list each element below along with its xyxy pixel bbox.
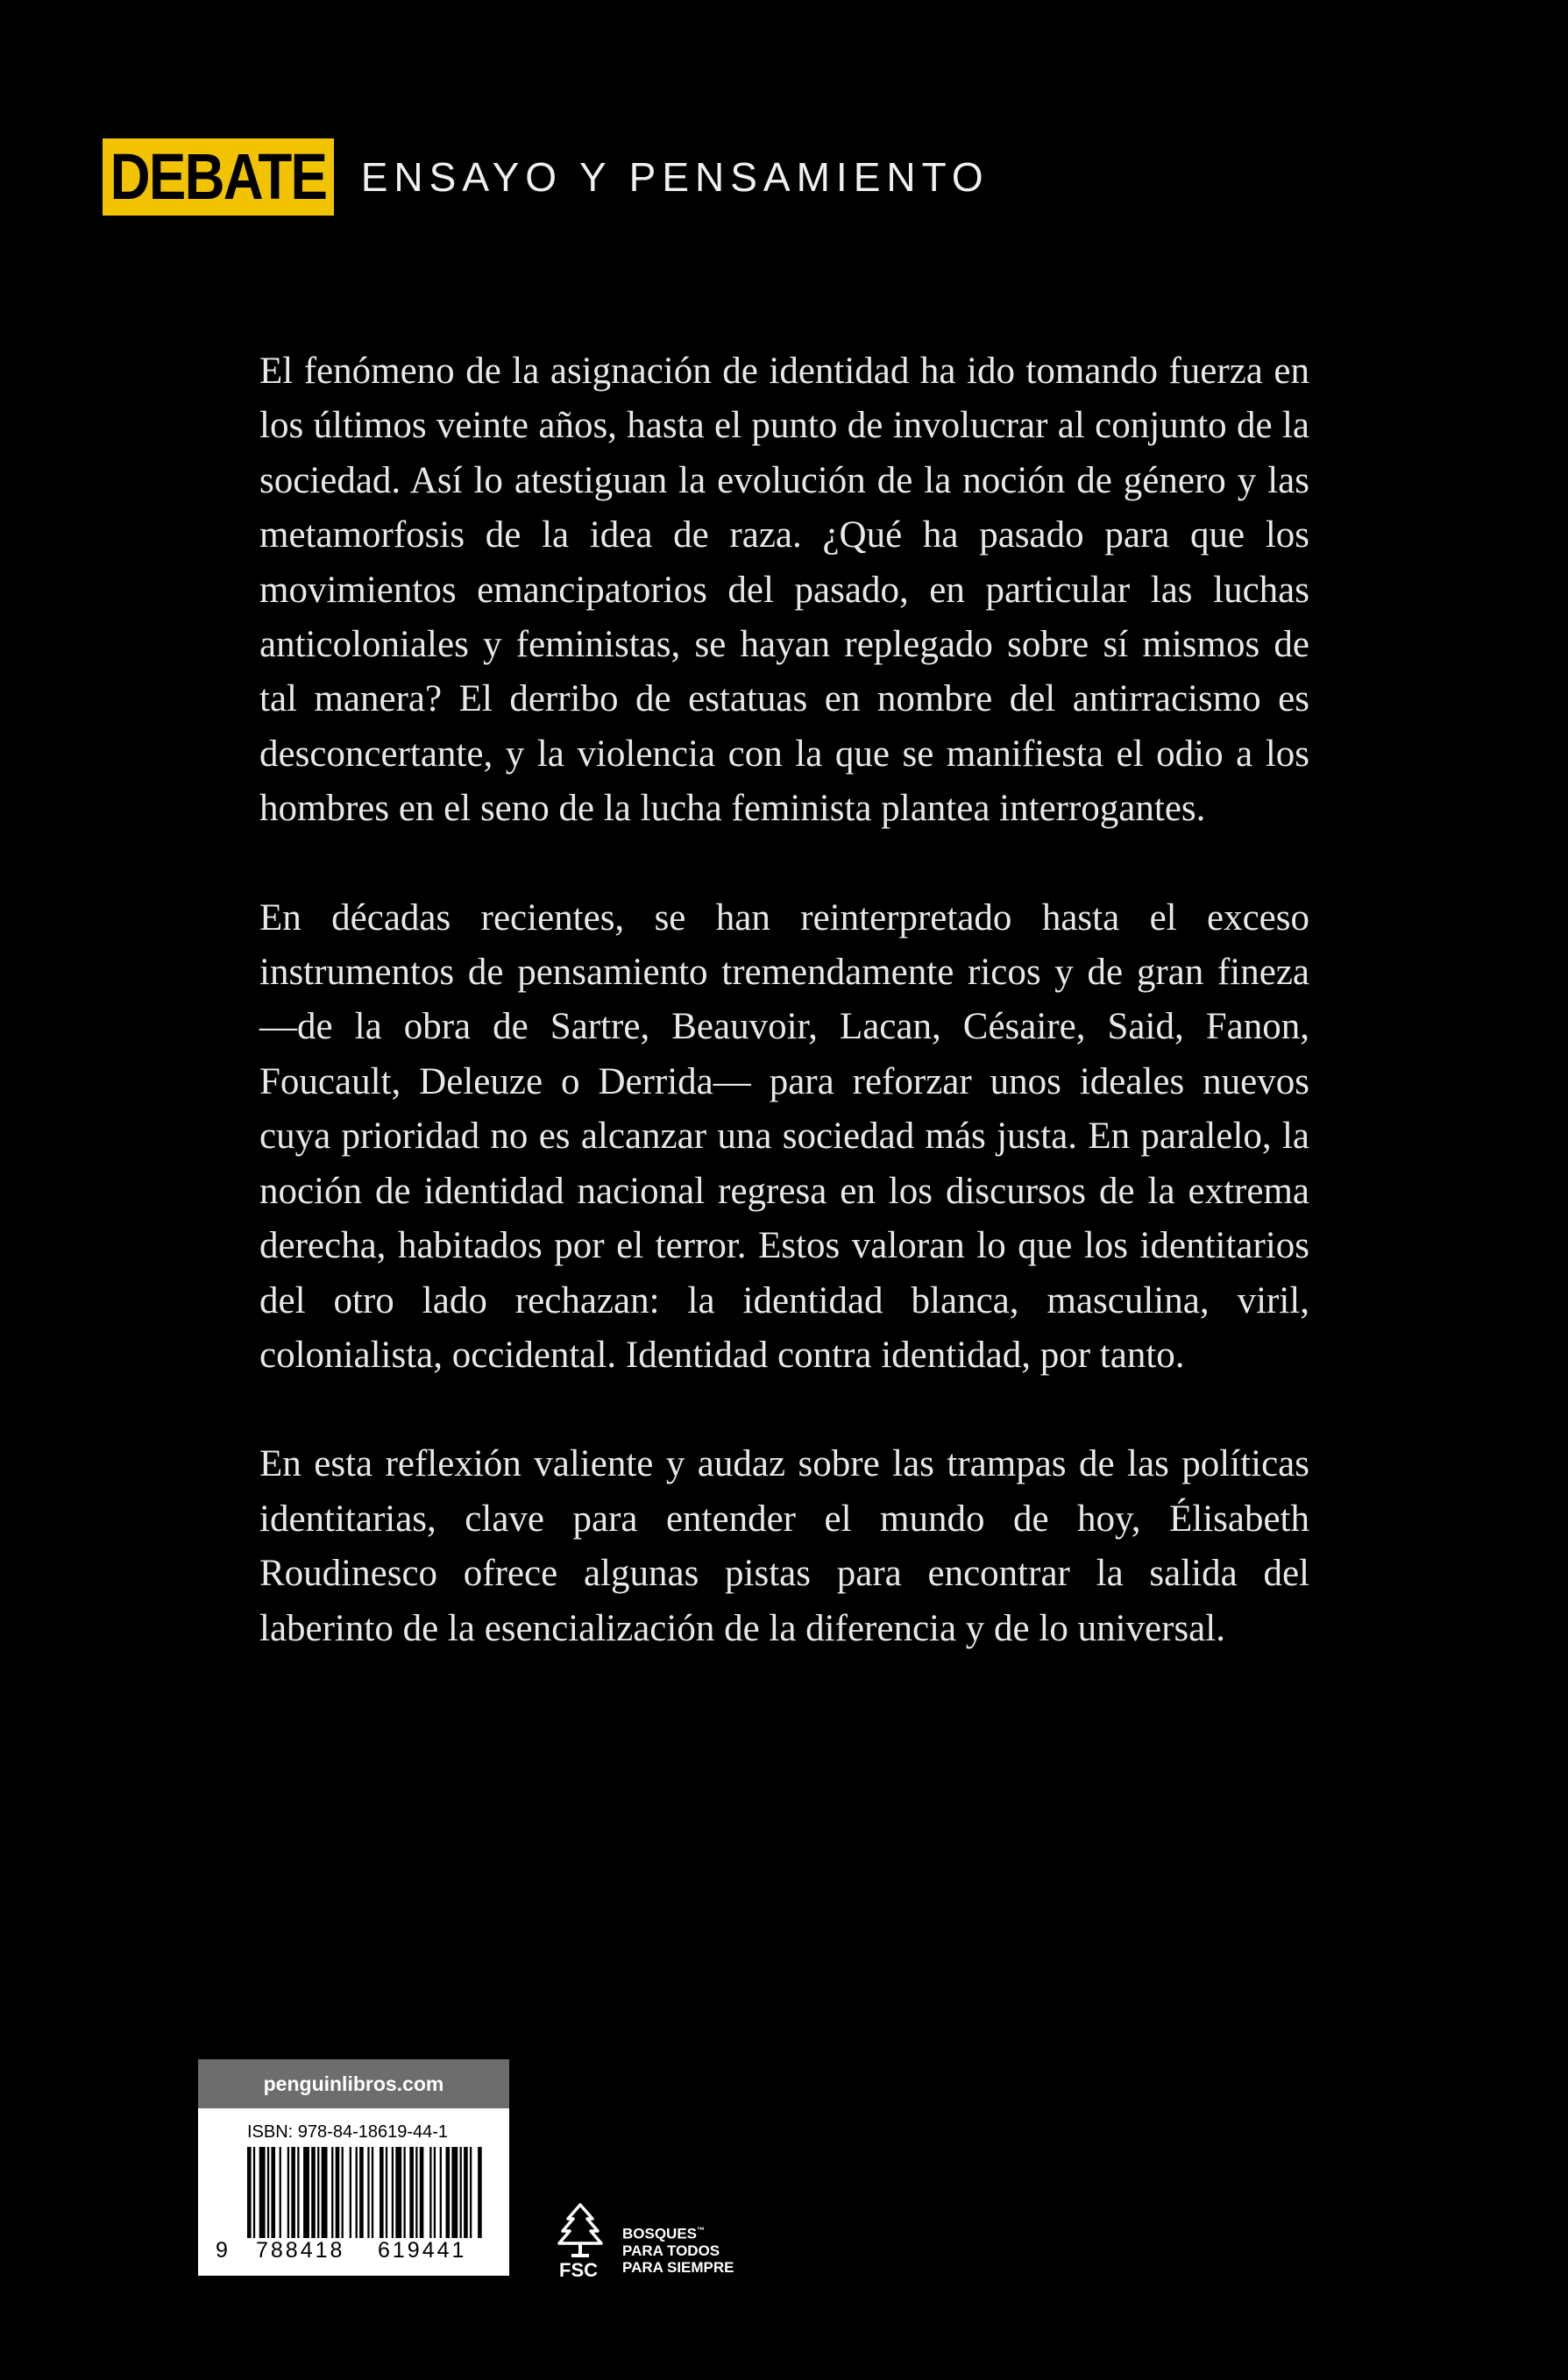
barcode-digit-first: 9 bbox=[216, 2238, 228, 2263]
isbn-text: ISBN: 978-84-18619-44-1 bbox=[247, 2122, 449, 2142]
fsc-line: BOSQUES bbox=[622, 2226, 698, 2242]
website-label: penguinlibros.com bbox=[198, 2059, 509, 2108]
blurb-paragraph: El fenómeno de la asignación de identidad ha ido tomando fuerza en los últimos veinte años, hasta el punto de involucrar al conjunto de la sociedad. Así lo atestiguan la evolución de la noción de género y las metamorfosis de la idea de raza. ¿Qué ha pasado para que los movimientos emancipatorios del pasado, en particular las luchas anticoloniales y feministas, se hayan replegado sobre sí mismos de tal manera? El derribo de estatuas en nombre del antirracismo es desconcertante, y la violencia con la que se manifiesta el odio a los hombres en el seno de la lucha feminista plantea interrogantes. bbox=[259, 351, 1309, 830]
blurb bbox=[259, 344, 1309, 1711]
publisher-logo: DEBATE bbox=[103, 138, 334, 216]
fsc-tree-icon bbox=[545, 2199, 615, 2283]
trademark: ™ bbox=[697, 2226, 706, 2235]
fsc-label: FSC bbox=[559, 2259, 598, 2281]
fsc-mark bbox=[545, 2199, 734, 2283]
header bbox=[103, 138, 990, 216]
fsc-line: PARA TODOS bbox=[622, 2242, 720, 2259]
fsc-slogan bbox=[622, 2222, 734, 2276]
blurb-paragraph: En esta reflexión valiente y audaz sobre las trampas de las políticas identitarias, clave para entender el mundo de hoy, Élisabeth Roudinesco ofrece algunas pistas para encontrar la salida del laberinto de la esencialización de la diferencia y de lo universal. bbox=[259, 1443, 1309, 1649]
series-title: ENSAYO Y PENSAMIENTO bbox=[360, 154, 990, 200]
barcode-icon bbox=[247, 2147, 484, 2238]
barcode-digits-left: 788418 bbox=[256, 2238, 345, 2263]
barcode-digits-right: 619441 bbox=[378, 2238, 467, 2263]
blurb-paragraph: En décadas recientes, se han reinterpretado hasta el exceso instrumentos de pensamiento tremendamente ricos y de gran fineza —de la obra de Sartre, Beauvoir, Lacan, Césaire, Said, Fanon, Foucault, Deleuze o Derrida— para reforzar unos ideales nuevos cuya prioridad no es alcanzar una sociedad más justa. En paralelo, la noción de identidad nacional regresa en los discursos de la extrema derecha, habitados por el terror. Estos valoran lo que los identitarios del otro lado rechazan: la identidad blanca, masculina, viril, colonialista, occidental. Identidad contra identidad, por tanto. bbox=[259, 896, 1309, 1376]
isbn-box bbox=[198, 2059, 509, 2276]
fsc-line: PARA SIEMPRE bbox=[622, 2259, 734, 2276]
